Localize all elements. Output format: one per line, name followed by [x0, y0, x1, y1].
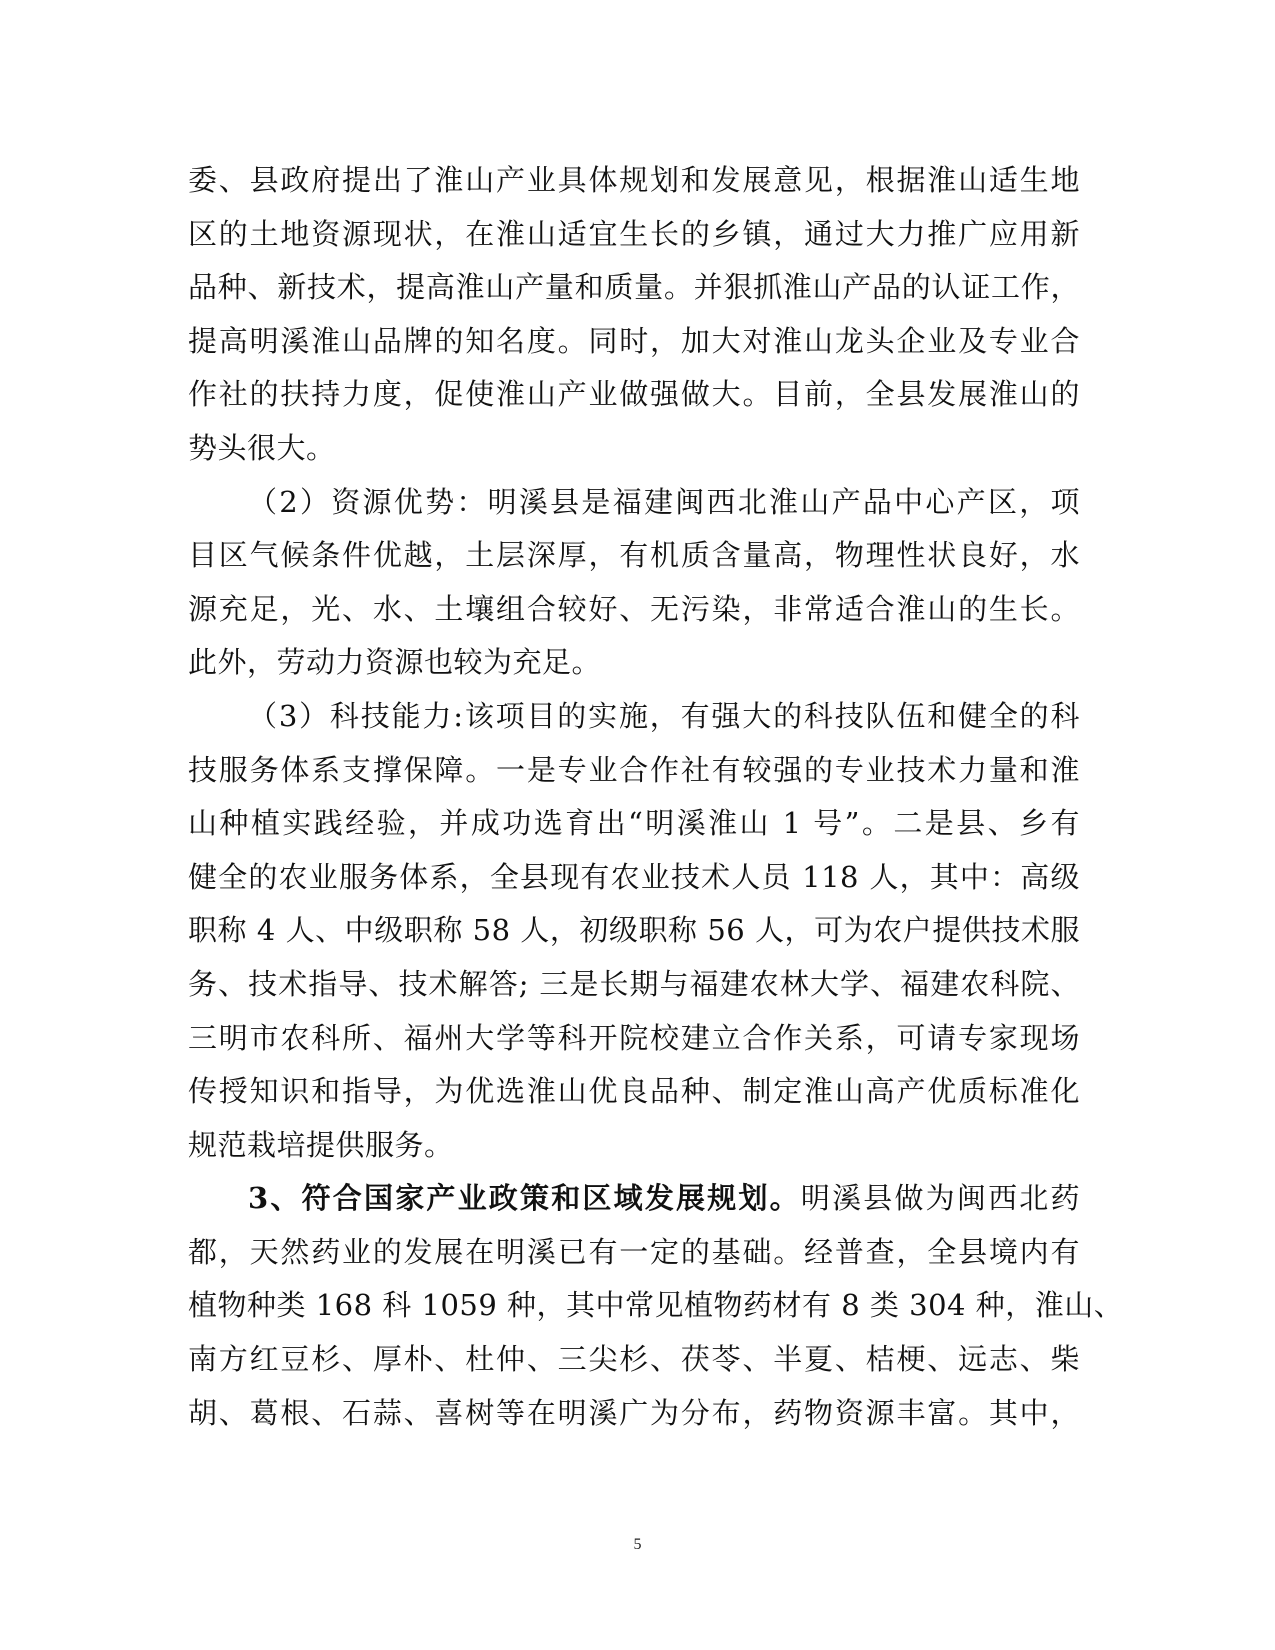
text-line: 提高明溪淮山品牌的知名度。同时，加大对淮山龙头企业及专业合 [188, 323, 1080, 358]
text-line-with-heading [188, 1172, 1080, 1226]
text-line: 作社的扶持力度，促使淮山产业做强做大。目前，全县发展淮山的 [188, 377, 1080, 412]
text-line: 健全的农业服务体系，全县现有农业技术人员 118 人，其中：高级 [188, 859, 1080, 894]
section-heading: 3、符合国家产业政策和区域发展规划。 [248, 1181, 801, 1216]
text-line: 南方红豆杉、厚朴、杜仲、三尖杉、茯苓、半夏、桔梗、远志、柴 [188, 1342, 1080, 1377]
text-line: 传授知识和指导，为优选淮山优良品种、制定淮山高产优质标准化 [188, 1074, 1080, 1109]
text-line: 品种、新技术，提高淮山产量和质量。并狠抓淮山产品的认证工作， [188, 270, 1080, 305]
text-line: 胡、葛根、石蒜、喜树等在明溪广为分布，药物资源丰富。其中， [188, 1395, 1080, 1430]
text-line: 三明市农科所、福州大学等科开院校建立合作关系，可请专家现场 [188, 1020, 1080, 1055]
body-text [188, 154, 1124, 1440]
text-line: 区的土地资源现状，在淮山适宜生长的乡镇，通过大力推广应用新 [188, 216, 1080, 251]
text-line: 务、技术指导、技术解答; 三是长期与福建农林大学、福建农科院、 [188, 966, 1080, 1001]
text-line: 委、县政府提出了淮山产业具体规划和发展意见，根据淮山适生地 [188, 163, 1080, 197]
text-line: 植物种类 168 科 1059 种，其中常见植物药材有 8 类 304 种，淮山、 [188, 1288, 1124, 1323]
text-run: 明溪县做为闽西北药 [800, 1181, 1080, 1216]
text-line: 山种植实践经验，并成功选育出“明溪淮山 1 号”。二是县、乡有 [188, 806, 1080, 841]
text-line: （2）资源优势：明溪县是福建闽西北淮山产品中心产区，项 [248, 484, 1080, 519]
text-line: 此外，劳动力资源也较为充足。 [188, 645, 602, 680]
text-line: 目区气候条件优越，土层深厚，有机质含量高，物理性状良好，水 [188, 538, 1080, 573]
text-line: （3）科技能力:该项目的实施，有强大的科技队伍和健全的科 [248, 698, 1080, 733]
text-line: 职称 4 人、中级职称 58 人，初级职称 56 人，可为农户提供技术服 [188, 913, 1080, 948]
text-line: 势头很大。 [188, 430, 336, 465]
text-line: 源充足，光、水、土壤组合较好、无污染，非常适合淮山的生长。 [188, 591, 1080, 626]
text-line: 都，天然药业的发展在明溪已有一定的基础。经普查，全县境内有 [188, 1234, 1080, 1269]
page-number: 5 [633, 1536, 642, 1553]
text-line: 技服务体系支撑保障。一是专业合作社有较强的专业技术力量和淮 [188, 752, 1080, 787]
text-line: 规范栽培提供服务。 [188, 1127, 454, 1162]
